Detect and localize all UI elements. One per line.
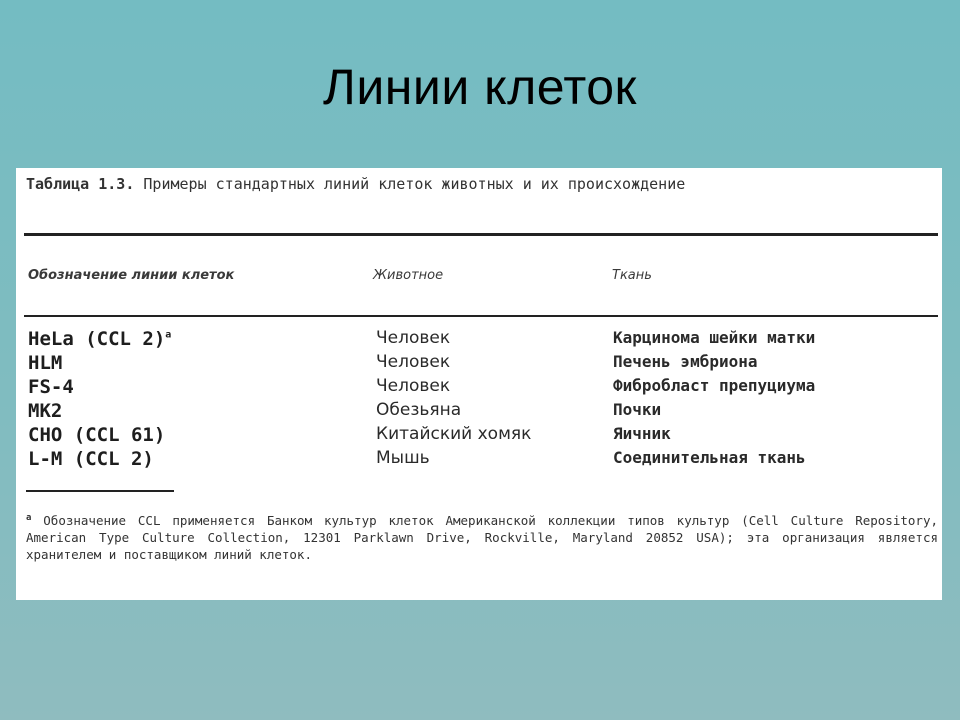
cell-animal: Человек bbox=[376, 352, 451, 372]
table-row bbox=[16, 352, 942, 376]
cell-line-name bbox=[28, 328, 171, 350]
cell-line-name: L-M (CCL 2) bbox=[28, 448, 154, 470]
cell-animal: Человек bbox=[376, 376, 451, 396]
cell-animal: Китайский хомяк bbox=[376, 424, 532, 444]
footnote-marker: a bbox=[165, 329, 172, 341]
header-cell-animal: Животное bbox=[373, 268, 444, 283]
table-caption-text: Примеры стандартных линий клеток животных и их происхождение bbox=[134, 175, 686, 193]
table-body bbox=[16, 328, 942, 472]
footnote-mark: a bbox=[26, 513, 32, 523]
table-caption-label: Таблица 1.3. bbox=[26, 175, 135, 193]
cell-tissue: Яичник bbox=[613, 424, 671, 443]
cell-animal: Обезьяна bbox=[376, 400, 462, 420]
cell-line-name: HLM bbox=[28, 352, 63, 374]
table-header-rule bbox=[24, 315, 938, 317]
table-top-rule bbox=[24, 233, 938, 236]
table-caption bbox=[26, 174, 856, 195]
cell-animal: Человек bbox=[376, 328, 451, 348]
header-cell-line: Обозначение линии клеток bbox=[28, 268, 235, 283]
footnote-text: Обозначение CCL применяется Банком культур клеток Американской коллекции типов культур (Cell Culture Repository, American Type Culture Collection, 12301 Parklawn Drive, Rockville, Maryland 20852 USA); эта организация является хранителем и поставщиком линий клеток. bbox=[26, 513, 938, 563]
header-cell-tissue: Ткань bbox=[612, 268, 652, 283]
footnote-rule bbox=[26, 490, 174, 492]
cell-animal: Мышь bbox=[376, 448, 430, 468]
cell-line-name: МК2 bbox=[28, 400, 63, 422]
cell-tissue: Печень эмбриона bbox=[613, 352, 758, 371]
cell-line-text: HeLa (CCL 2) bbox=[28, 328, 166, 350]
cell-tissue: Фибробласт препуциума bbox=[613, 376, 816, 395]
cell-tissue: Соединительная ткань bbox=[613, 448, 806, 467]
table-row bbox=[16, 400, 942, 424]
slide-title: Линии клеток bbox=[323, 59, 637, 115]
cell-tissue: Почки bbox=[613, 400, 662, 419]
table-row bbox=[16, 328, 942, 352]
table-row bbox=[16, 376, 942, 400]
cell-tissue: Карцинома шейки матки bbox=[613, 328, 816, 347]
table-footnote bbox=[26, 510, 938, 563]
table-image bbox=[16, 168, 942, 600]
table-row bbox=[16, 448, 942, 472]
table-row bbox=[16, 424, 942, 448]
cell-line-name: FS-4 bbox=[28, 376, 74, 398]
cell-line-name: CHO (CCL 61) bbox=[28, 424, 166, 446]
